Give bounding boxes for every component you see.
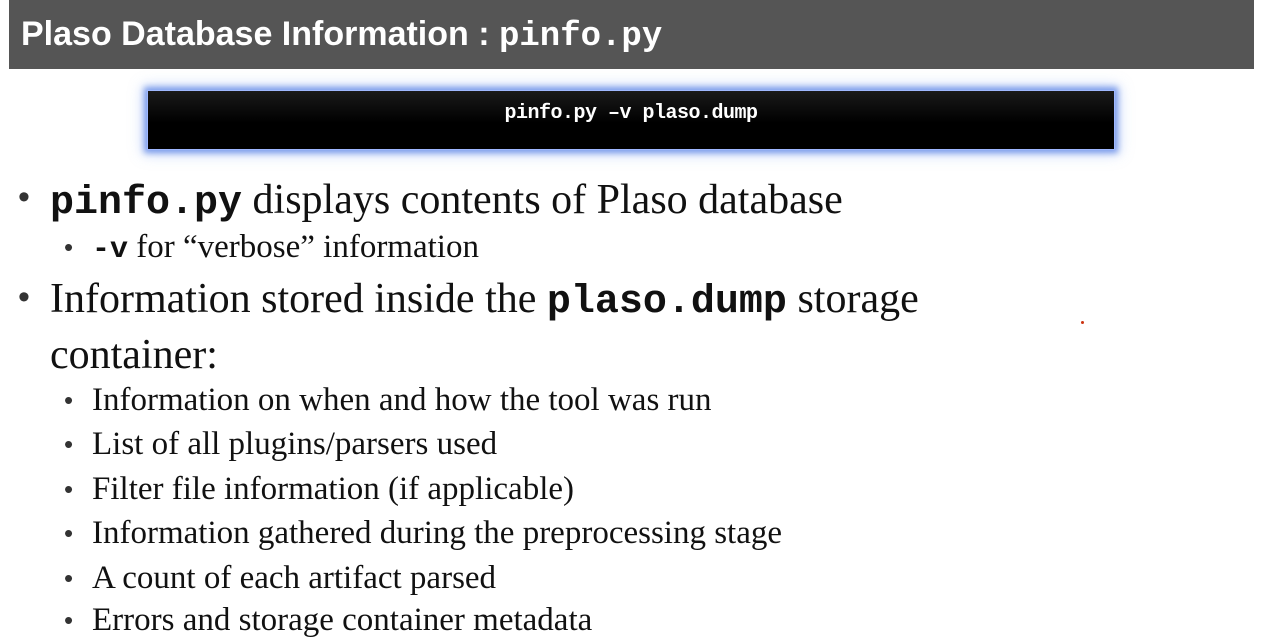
bullet-1 [50,175,843,229]
bullet-1-code: pinfo.py [50,181,243,226]
bullet-2-sub-4-marker: • [64,518,74,548]
bullet-1-sub-1 [92,227,479,270]
bullet-2-continuation: container: [50,332,218,378]
bullet-2-code: plaso.dump [546,280,787,325]
slide-title-text: Plaso Database Information : [21,15,499,53]
bullet-1-sub-1-code: -v [92,233,129,267]
command-box [147,90,1115,150]
bullet-2-sub-6-marker: • [64,605,74,635]
slide-title [21,12,662,59]
bullet-2-sub-5: A count of each artifact parsed [92,560,497,596]
bullet-2-sub-1-marker: • [64,385,74,415]
slide-title-code: pinfo.py [499,18,663,56]
bullet-2-sub-6: Errors and storage container metadata [92,602,593,638]
title-bar [9,0,1254,69]
bullet-2-sub-4: Information gathered during the preprocessing stage [92,515,783,551]
stray-red-dot [1081,321,1084,324]
bullet-2-marker: • [18,278,30,316]
bullet-2 [50,274,919,328]
bullet-1-sub-1-marker: • [64,232,74,262]
bullet-2-sub-3-marker: • [64,474,74,504]
bullet-1-sub-1-text: for “verbose” information [128,229,479,265]
bullet-1-marker: • [18,178,30,216]
bullet-2-text-after: storage [786,276,919,322]
bullet-1-text: displays contents of Plaso database [242,177,843,223]
bullet-2-sub-1: Information on when and how the tool was run [92,382,712,418]
bullet-2-sub-2-marker: • [64,429,74,459]
bullet-2-sub-5-marker: • [64,563,74,593]
command-text: pinfo.py –v plaso.dump [504,101,758,125]
bullet-2-text-before: Information stored inside the [50,276,547,322]
bullet-2-sub-2: List of all plugins/parsers used [92,426,498,462]
bullet-2-sub-3: Filter file information (if applicable) [92,471,574,507]
